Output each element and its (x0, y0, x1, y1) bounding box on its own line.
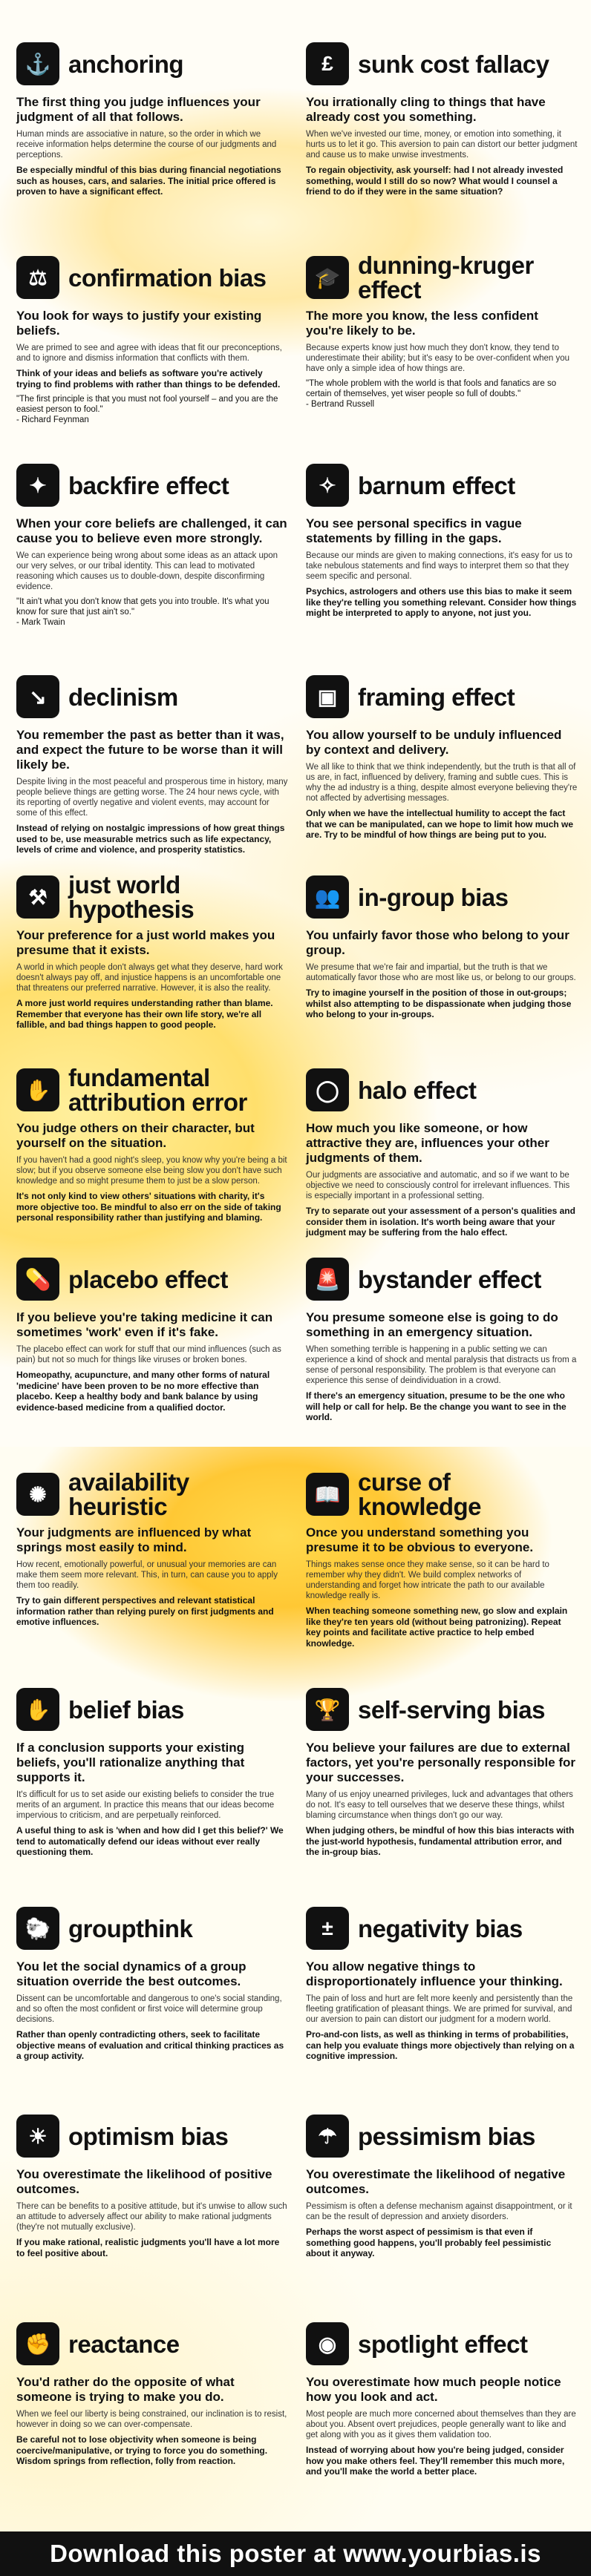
group-icon: 👥 (306, 875, 349, 919)
card-title: availability heuristic (68, 1468, 189, 1520)
card-title: self-serving bias (358, 1695, 545, 1724)
card-title: halo effect (358, 1076, 477, 1104)
bias-card-sunk-cost (306, 39, 578, 202)
card-title: belief bias (68, 1695, 184, 1724)
card-header (16, 2111, 288, 2161)
card-body: When we've invested our time, money, or emotion into something, it hurts us to let it go. This aversion to pain can distort our better judgment and cause us to make unwise investments. (306, 130, 578, 160)
sheep-icon: 🐑 (16, 1907, 59, 1950)
stick-figure-icon: ✋ (16, 1068, 59, 1111)
card-title: anchoring (68, 50, 184, 78)
footer-text[interactable]: Download this poster at www.yourbias.is (50, 2540, 541, 2567)
plus-minus-icon: ± (306, 1907, 349, 1950)
card-title: in-group bias (358, 883, 509, 911)
card-header (16, 671, 288, 722)
card-body: It's difficult for us to set aside our existing beliefs to consider the true merits of an argument. In practice this means that our ideas become impervious to criticism, and are perpetually reinforced. (16, 1790, 275, 1820)
card-title: fundamental attribution error (68, 1064, 247, 1116)
card-title: negativity bias (358, 1914, 523, 1942)
picture-frame-icon: ▣ (306, 675, 349, 718)
card-header (306, 1903, 578, 1954)
bias-card-backfire (16, 460, 288, 628)
card-lead: You presume someone else is going to do something in an emergency situation. (306, 1310, 558, 1339)
card-header (306, 39, 578, 89)
card-quote-author: - Richard Feynman (16, 415, 89, 424)
card-body: Our judgments are associative and automatic, and so if we want to be objective we need to consciously control for irrelevant influences. This is especially important in a professional setting. (306, 1171, 570, 1200)
card-lead: You overestimate how much people notice how you look and act. (306, 2375, 561, 2404)
card-lead: You overestimate the likelihood of negative outcomes. (306, 2167, 566, 2196)
bias-card-halo (306, 1065, 578, 1243)
bias-card-anchoring (16, 39, 288, 202)
card-title: dunning-kruger effect (358, 252, 534, 303)
card-tip: If there's an emergency situation, presume to be the one who will help or call for help. Be the change you want to see in the world. (306, 1390, 566, 1422)
card-header (306, 1684, 578, 1735)
card-quote-author: - Bertrand Russell (306, 400, 375, 409)
card-header (16, 1903, 288, 1954)
card-body: Human minds are associative in nature, so the order in which we receive information helps determine the course of our judgments and perceptions. (16, 130, 277, 160)
card-header (306, 872, 578, 922)
card-lead: If a conclusion supports your existing beliefs, you'll rationalize anything that supports it. (16, 1741, 245, 1784)
halo-icon: ◯ (306, 1068, 349, 1111)
bias-card-reactance (16, 2319, 288, 2471)
bias-card-just-world (16, 872, 288, 1035)
card-tip: Homeopathy, acupuncture, and many other forms of natural 'medicine' have been proven to be no more effective than placebo. Keep a healthy body and bank balance by using evidence-based medicine from a qualified doctor. (16, 1370, 270, 1413)
card-header (306, 1469, 578, 1519)
card-lead: You see personal specifics in vague statements by filling in the gaps. (306, 516, 522, 545)
gavel-icon: ⚒ (16, 875, 59, 919)
card-lead: You remember the past as better than it was, and expect the future to be worse than it will likely be. (16, 728, 284, 772)
card-title: reactance (68, 2330, 180, 2358)
gun-icon: ✦ (16, 464, 59, 507)
card-body: Pessimism is often a defense mechanism against disappointment, or it can be the result of depression and anxiety disorders. (306, 2202, 572, 2221)
card-title: just world hypothesis (68, 871, 195, 923)
card-header (306, 1065, 578, 1115)
card-title: groupthink (68, 1914, 193, 1942)
bias-card-in-group (306, 872, 578, 1025)
card-tip: Try to gain different perspectives and relevant statistical information rather than relying purely on first judgments and emotive influences. (16, 1595, 274, 1627)
card-lead: You look for ways to justify your existing beliefs. (16, 309, 262, 338)
card-lead: Your judgments are influenced by what springs most easily to mind. (16, 1525, 252, 1554)
card-body: Because our minds are given to making connections, it's easy for us to take nebulous statements and find ways to interpret them so that they seem specific and personal. (306, 551, 572, 581)
pound-coin-icon: £ (306, 42, 349, 85)
card-title: curse of knowledge (358, 1468, 482, 1520)
card-lead: Your preference for a just world makes you presume that it exists. (16, 928, 275, 957)
stage-spotlight-icon: ◉ (306, 2322, 349, 2365)
bias-card-optimism (16, 2111, 288, 2263)
card-tip: Only when we have the intellectual humility to accept the fact that we can be manipulated, can we hope to limit how much we are. Try to be mindful of how things are being put to you. (306, 808, 574, 840)
card-body: Many of us enjoy unearned privileges, luck and advantages that others do not. It's easy to tell ourselves that we deserve these things, whilst blaming circumstance when things don't go our way. (306, 1790, 573, 1820)
card-body: When we feel our liberty is being constrained, our inclination is to resist, however in doing so we can over-compensate. (16, 2410, 287, 2429)
card-body: Because experts know just how much they don't know, they tend to underestimate their ability; but it's easy to be over-confident when you have only a simple idea of how things are. (306, 344, 570, 373)
card-tip: To regain objectivity, ask yourself: had I not already invested something, would I still do so now? What would I counsel a friend to do if they were in the same situation? (306, 165, 564, 197)
hand-icon: ✋ (16, 1688, 59, 1731)
card-tip: Be careful not to lose objectivity when someone is being coercive/manipulative, or trying to force you do something. Wisdom springs from reflection, folly from reaction. (16, 2434, 268, 2466)
card-header (16, 1469, 288, 1519)
bias-card-declinism (16, 671, 288, 860)
card-lead: The more you know, the less confident you're likely to be. (306, 309, 538, 338)
card-header (306, 252, 578, 303)
graduation-cap-icon: 🎓 (306, 256, 349, 299)
card-tip: It's not only kind to view others' situations with charity, it's more objective too. Be mindful to also err on the side of taking personal responsibility rather than justifying and blaming. (16, 1191, 281, 1223)
card-header (16, 2319, 288, 2369)
card-title: confirmation bias (68, 263, 267, 292)
card-body: We are primed to see and agree with ideas that fit our preconceptions, and to ignore and dismiss information that conflicts with them. (16, 344, 282, 363)
bias-card-availability (16, 1469, 288, 1632)
card-tip: Try to separate out your assessment of a person's qualities and consider them in isolation. It's worth being aware that your judgment may be suffering from the halo effect. (306, 1206, 575, 1238)
card-body: We all like to think that we think independently, but the truth is that all of us are, in fact, influenced by delivery, framing and subtle cues. This is why the ad industry is a thing, despite almost everyone believing they're not affected by advertising messages. (306, 763, 578, 803)
card-tip: Pro-and-con lists, as well as thinking in terms of probabilities, can help you evaluate things more objectively than relying on a cognitive impression. (306, 2029, 575, 2061)
card-body: Most people are much more concerned about themselves than they are about you. Absent overt prejudices, people generally want to like and get along with you as it gives them validation too. (306, 2410, 576, 2439)
rain-cloud-icon: ☂ (306, 2115, 349, 2158)
magic-wand-icon: ✧ (306, 464, 349, 507)
card-title: optimism bias (68, 2122, 229, 2150)
scales-icon: ⚖ (16, 256, 59, 299)
card-tip: Be especially mindful of this bias during financial negotiations such as houses, cars, and salaries. The initial price offered is proven to have a significant effect. (16, 165, 281, 197)
card-title: bystander effect (358, 1265, 541, 1293)
card-header (16, 1254, 288, 1304)
card-lead: When your core beliefs are challenged, it can cause you to believe even more strongly. (16, 516, 287, 545)
card-header (306, 2319, 578, 2369)
card-tip: A useful thing to ask is 'when and how did I get this belief?' We tend to automatically defend our ideas without ever really questioning them. (16, 1825, 284, 1857)
card-tip: Rather than openly contradicting others, seek to facilitate objective means of evaluation and critical thinking practices as a group activity. (16, 2029, 284, 2061)
bias-card-fae (16, 1065, 288, 1228)
footer-banner[interactable] (0, 2531, 591, 2576)
bias-card-belief (16, 1684, 288, 1862)
card-tip: When judging others, be mindful of how this bias interacts with the just-world hypothesis, fundamental attribution error, and the in-group bias. (306, 1825, 575, 1857)
siren-icon: 🚨 (306, 1258, 349, 1301)
declining-chart-icon: ↘ (16, 675, 59, 718)
card-body: How recent, emotionally powerful, or unusual your memories are can make them seem more relevant. This, in turn, can cause you to apply them too readily. (16, 1560, 278, 1590)
card-title: barnum effect (358, 471, 515, 499)
card-lead: You unfairly favor those who belong to your group. (306, 928, 569, 957)
card-quote-author: - Mark Twain (16, 618, 65, 627)
card-lead: If you believe you're taking medicine it can sometimes 'work' even if it's fake. (16, 1310, 273, 1339)
card-lead: You overestimate the likelihood of positive outcomes. (16, 2167, 272, 2196)
card-tip: Think of your ideas and beliefs as software you're actively trying to find problems with rather than things to be defended. (16, 368, 281, 390)
bias-card-negativity (306, 1903, 578, 2066)
bias-card-bystander (306, 1254, 578, 1427)
bias-card-placebo (16, 1254, 288, 1417)
bias-card-spotlight (306, 2319, 578, 2482)
card-body: There can be benefits to a positive attitude, but it's unwise to allow such an attitude to adversely affect our ability to make rational judgments (they're not mutually exclusive). (16, 2202, 287, 2232)
card-body: We presume that we're fair and impartial, but the truth is that we automatically favor those who are most like us, or belong to our groups. (306, 963, 576, 982)
card-body: Despite living in the most peaceful and prosperous time in history, many people believe things are getting worse. The 24 hour news cycle, with its reporting of overtly negative and violent events, may account for some of this effect. (16, 778, 288, 818)
card-lead: You believe your failures are due to external factors, yet you're personally responsible for your successes. (306, 1741, 576, 1784)
card-quote: "It ain't what you don't know that gets you into trouble. It's what you know for sure that just ain't so." (16, 597, 270, 617)
card-lead: Once you understand something you presume it to be obvious to everyone. (306, 1525, 534, 1554)
card-title: pessimism bias (358, 2122, 535, 2150)
bias-card-dunning-kruger (306, 252, 578, 410)
card-header (16, 39, 288, 89)
card-lead: The first thing you judge influences your judgment of all that follows. (16, 95, 261, 124)
card-header (306, 1254, 578, 1304)
card-title: declinism (68, 683, 178, 711)
card-quote: "The whole problem with the world is that fools and fanatics are so certain of themselves, yet wiser people so full of doubts." (306, 379, 557, 398)
card-header (306, 671, 578, 722)
card-header (16, 872, 288, 922)
card-title: framing effect (358, 683, 515, 711)
card-lead: How much you like someone, or how attractive they are, influences your other judgments of them. (306, 1121, 549, 1165)
trophy-icon: 🏆 (306, 1688, 349, 1731)
card-tip: A more just world requires understanding rather than blame. Remember that everyone has their own life story, we're all fallible, and bad things happen to good people. (16, 998, 273, 1030)
card-header (16, 460, 288, 510)
card-tip: Instead of worrying about how you're being judged, consider how you make others feel. They'll remember this much more, and you'll make the world a better place. (306, 2445, 565, 2477)
card-title: spotlight effect (358, 2330, 528, 2358)
card-body: When something terrible is happening in a public setting we can experience a kind of shock and mental paralysis that distracts us from a sense of personal responsibility. The problem is that everyone can experience this sense of deindividuation in a crowd. (306, 1345, 577, 1385)
card-body: The placebo effect can work for stuff that our mind influences (such as pain) but not so much for things like viruses or broken bones. (16, 1345, 281, 1364)
card-lead: You irrationally cling to things that have already cost you something. (306, 95, 546, 124)
card-header (306, 460, 578, 510)
anchor-icon: ⚓ (16, 42, 59, 85)
card-title: sunk cost fallacy (358, 50, 549, 78)
card-title: placebo effect (68, 1265, 228, 1293)
card-header (16, 1684, 288, 1735)
card-header (16, 1065, 288, 1115)
card-tip: If you make rational, realistic judgments you'll have a lot more to feel positive about. (16, 2237, 280, 2258)
bias-card-pessimism (306, 2111, 578, 2264)
card-header (306, 2111, 578, 2161)
card-lead: You allow yourself to be unduly influenced by context and delivery. (306, 728, 562, 757)
card-body: Things makes sense once they make sense, so it can be hard to remember why they didn't. We build complex networks of understanding and forget how intricate the path to our available knowledge really is. (306, 1560, 549, 1600)
bias-card-barnum (306, 460, 578, 623)
card-body: We can experience being wrong about some ideas as an attack upon our very selves, or our tribal identity. This can lead to motivated reasoning which causes us to double-down, despite disconfirming evidence. (16, 551, 278, 591)
bias-card-self-serving (306, 1684, 578, 1862)
pill-icon: 💊 (16, 1258, 59, 1301)
card-tip: Perhaps the worst aspect of pessimism is that even if something good happens, you'll probably feel pessimistic about it anyway. (306, 2227, 552, 2258)
bias-card-framing (306, 671, 578, 845)
card-lead: You allow negative things to disproportionately influence your thinking. (306, 1959, 563, 1988)
card-body: If you haven't had a good night's sleep, you know why you're being a bit slow; but if you observe someone else being slow you don't have such knowledge and so might presume them to just be a slow person. (16, 1156, 287, 1186)
card-lead: You judge others on their character, but yourself on the situation. (16, 1121, 255, 1150)
bias-card-curse (306, 1469, 578, 1653)
card-title: backfire effect (68, 471, 229, 499)
card-tip: Instead of relying on nostalgic impressions of how great things used to be, use measurable metrics such as life expectancy, levels of crime and violence, and prosperity statistics. (16, 823, 285, 855)
bias-card-groupthink (16, 1903, 288, 2066)
card-tip: When teaching someone something new, go slow and explain like they're ten years old (without being patronizing). Repeat key points and facilitate active practice to help embed knowledge. (306, 1606, 568, 1649)
card-body: A world in which people don't always get what they deserve, hard work doesn't always pay off, and injustice happens is an uncomfortable one that threatens our preferred narrative. However, it is also the reality. (16, 963, 283, 993)
card-body: Dissent can be uncomfortable and dangerous to one's social standing, and so often the most confident or first voice will determine group decisions. (16, 1994, 282, 2024)
open-book-icon: 📖 (306, 1473, 349, 1516)
card-lead: You let the social dynamics of a group situation override the best outcomes. (16, 1959, 246, 1988)
card-quote: "The first principle is that you must not fool yourself – and you are the easiest person to fool." (16, 395, 278, 414)
sun-icon: ☀ (16, 2115, 59, 2158)
card-lead: You'd rather do the opposite of what someone is trying to make you do. (16, 2375, 235, 2404)
rock-hand-icon: ✊ (16, 2322, 59, 2365)
spotlight-icon: ✺ (16, 1473, 59, 1516)
bias-card-confirmation (16, 252, 288, 425)
card-tip: Psychics, astrologers and others use this bias to make it seem like they're telling you something relevant. Consider how things might be interpreted to apply to anyone, not just you. (306, 586, 577, 618)
card-body: The pain of loss and hurt are felt more keenly and persistently than the fleeting gratification of pleasant things. We are primed for survival, and our aversion to pain can distort our judgment for a modern world. (306, 1994, 573, 2024)
card-tip: Try to imagine yourself in the position of those in out-groups; whilst also attempting to be dispassionate when judging those who belong to your in-groups. (306, 988, 572, 1019)
card-header (16, 252, 288, 303)
